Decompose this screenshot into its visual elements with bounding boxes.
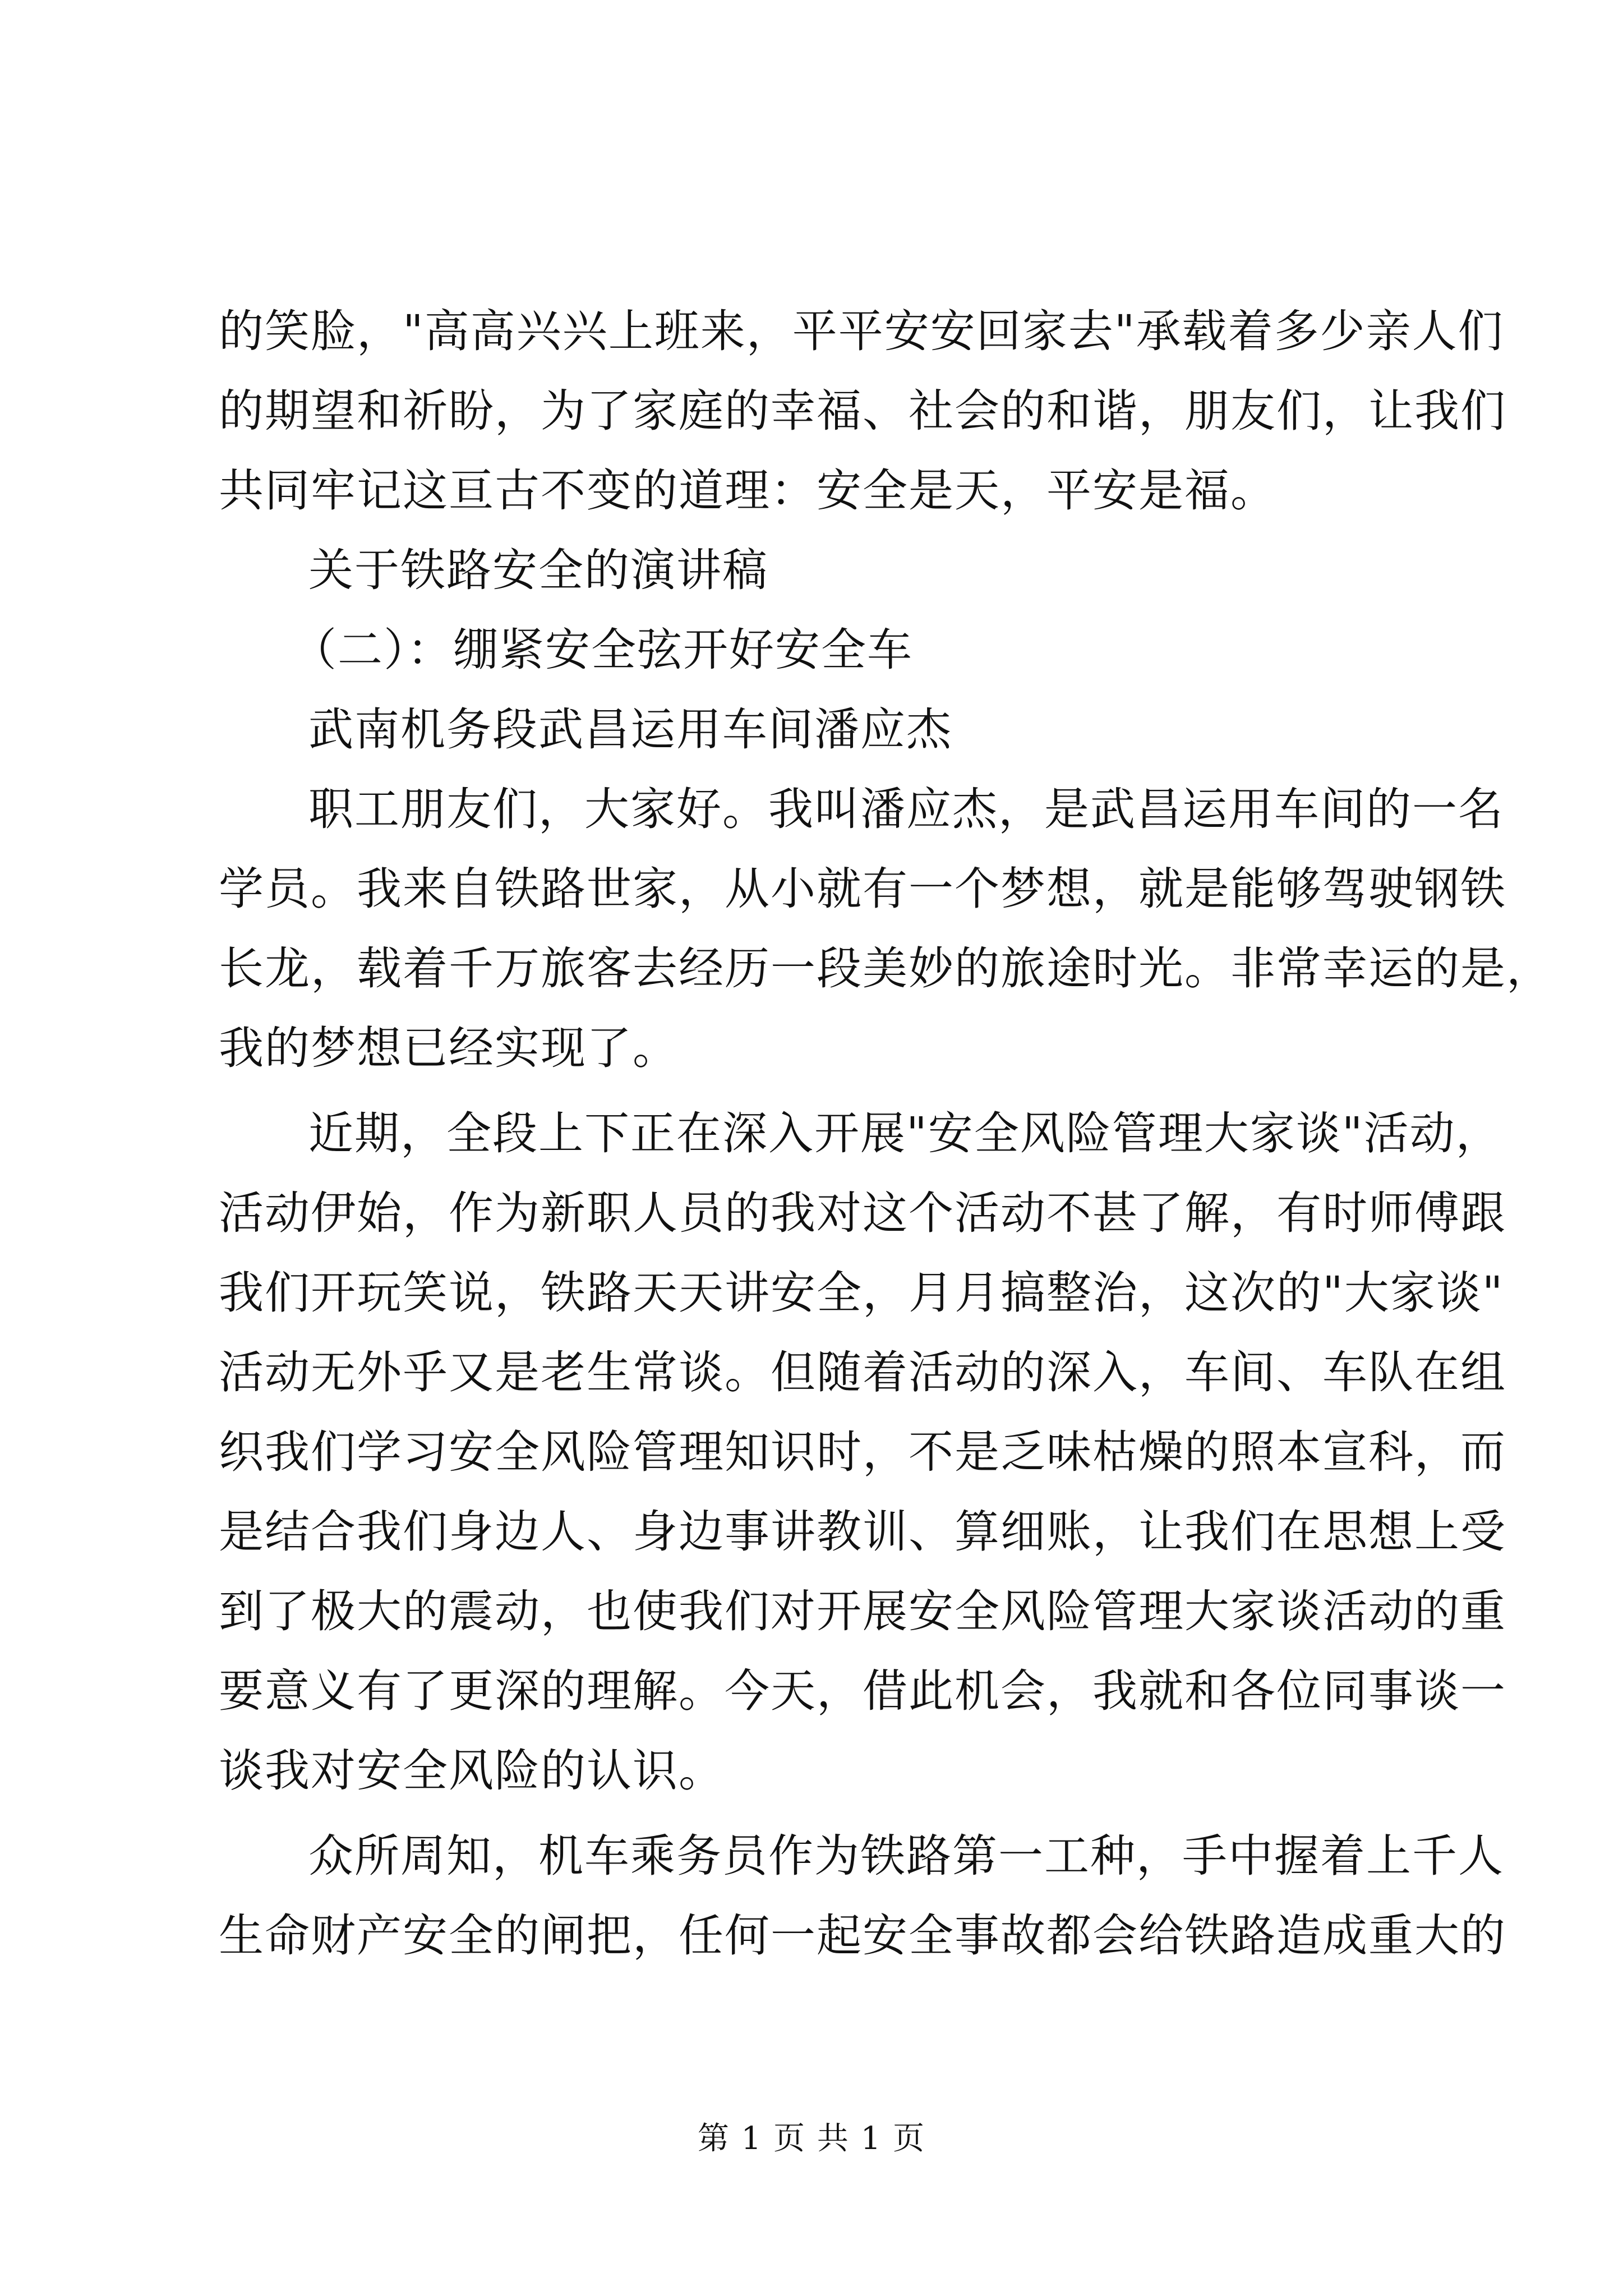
text-line: 共同牢记这亘古不变的道理：安全是天，平安是福。	[219, 464, 1276, 517]
text-line: 职工朋友们，大家好。我叫潘应杰，是武昌运用车间的一名	[308, 783, 1504, 835]
text-line: 是结合我们身边人、身边事讲教训、算细账，让我们在思想上受	[219, 1506, 1506, 1558]
text-line: 我们开玩笑说，铁路天天讲安全，月月搞整治，这次的"大家谈"	[219, 1267, 1504, 1319]
text-line: 活动无外乎又是老生常谈。但随着活动的深入，车间、车队在组	[219, 1346, 1506, 1398]
text-line: 近期，全段上下正在深入开展"安全风险管理大家谈"活动，	[308, 1107, 1502, 1159]
text-line: 学员。我来自铁路世家，从小就有一个梦想，就是能够驾驶钢铁	[219, 863, 1506, 915]
text-line: 谈我对安全风险的认识。	[219, 1745, 725, 1797]
text-line: 长龙，载着千万旅客去经历一段美妙的旅途时光。非常幸运的是，	[219, 942, 1552, 995]
text-line: 活动伊始，作为新职人员的我对这个活动不甚了解，有时师傅跟	[219, 1187, 1506, 1239]
section-subtitle: （二）：绷紧安全弦开好安全车	[292, 624, 913, 676]
page-footer: 第 1 页 共 1 页	[697, 2120, 926, 2157]
text-line: 的期望和祈盼，为了家庭的幸福、社会的和谐，朋友们，让我们	[219, 385, 1506, 437]
text-line: 织我们学习安全风险管理知识时，不是乏味枯燥的照本宣科，而	[219, 1426, 1506, 1478]
text-line: 众所周知，机车乘务员作为铁路第一工种，手中握着上千人	[308, 1830, 1504, 1882]
author-line: 武南机务段武昌运用车间潘应杰	[308, 703, 952, 756]
text-line: 到了极大的震动，也使我们对开展安全风险管理大家谈活动的重	[219, 1585, 1506, 1637]
text-line: 要意义有了更深的理解。今天，借此机会，我就和各位同事谈一	[219, 1665, 1506, 1717]
text-line: 我的梦想已经实现了。	[219, 1022, 679, 1074]
text-line: 的笑脸，"高高兴兴上班来，平平安安回家去"承载着多少亲人们	[219, 305, 1504, 357]
section-title: 关于铁路安全的演讲稿	[308, 544, 768, 596]
text-line: 生命财产安全的闸把，任何一起安全事故都会给铁路造成重大的	[219, 1910, 1506, 1962]
document-body	[219, 292, 1552, 1976]
